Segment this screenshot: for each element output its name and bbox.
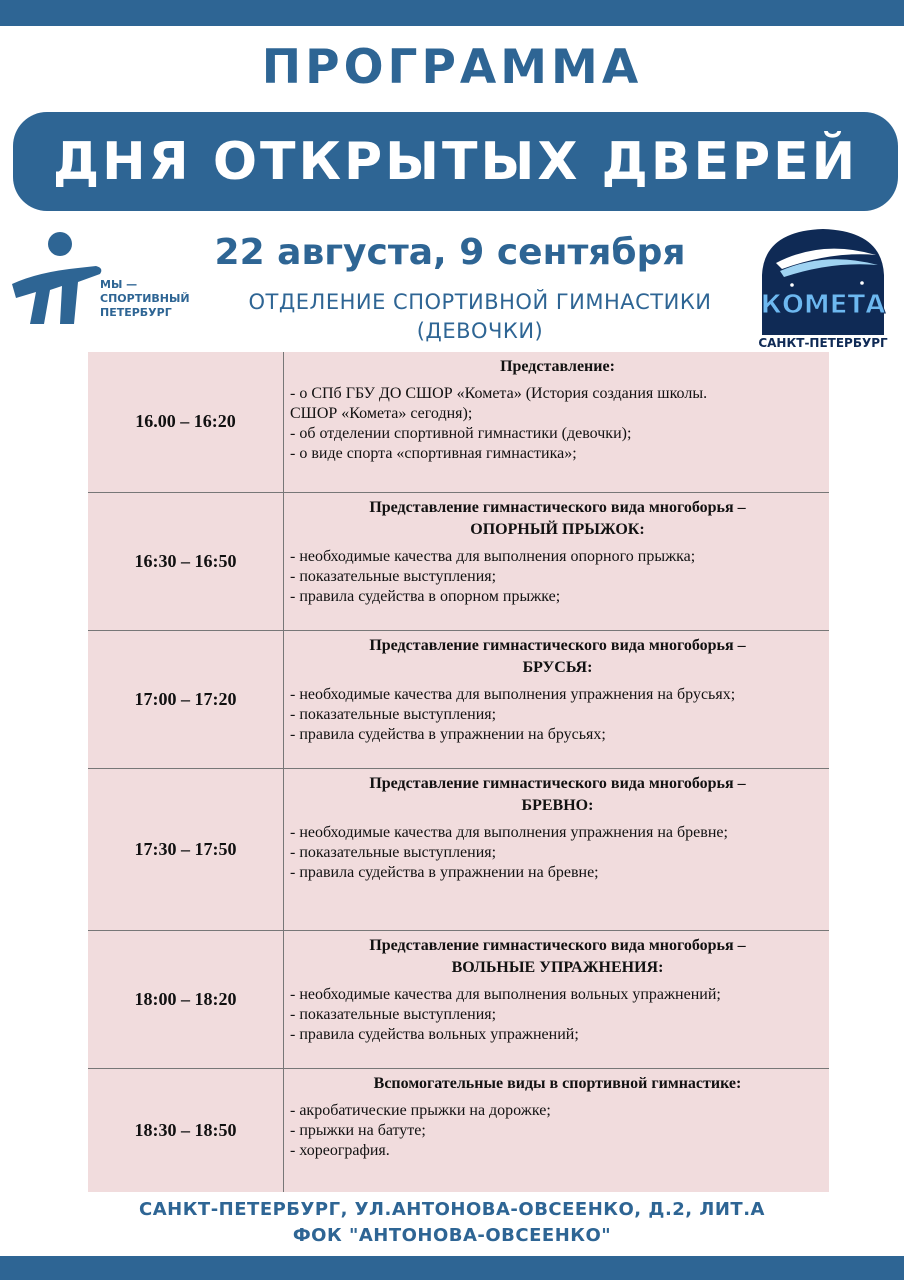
schedule-time: 18:00 – 18:20 bbox=[88, 930, 284, 1068]
schedule-items bbox=[290, 1101, 825, 1161]
schedule-row-title: Вспомогательные виды в спортивной гимнастике: bbox=[373, 1074, 742, 1092]
schedule-items bbox=[290, 823, 825, 883]
schedule-items bbox=[290, 547, 825, 607]
schedule-item: - о виде спорта «спортивная гимнастика»; bbox=[290, 445, 577, 462]
schedule-content bbox=[284, 768, 830, 930]
schedule-item: - необходимые качества для выполнения вольных упражнений; bbox=[290, 985, 721, 1003]
schedule-item: - акробатические прыжки на дорожке; bbox=[290, 1101, 551, 1119]
kometa-logo bbox=[752, 225, 894, 337]
department-line-1: ОТДЕЛЕНИЕ СПОРТИВНОЙ ГИМНАСТИКИ bbox=[248, 290, 712, 314]
schedule-item: - показательные выступления; bbox=[290, 705, 497, 723]
schedule-item: - об отделении спортивной гимнастики (девочки); bbox=[290, 425, 632, 442]
schedule-item: - правила судейства в упражнении на брусьях; bbox=[290, 725, 606, 743]
schedule-row-title: Представление гимнастического вида многоборья – bbox=[369, 636, 746, 654]
schedule-row-title: Представление гимнастического вида многоборья – bbox=[369, 936, 746, 954]
schedule-row-title: Представление гимнастического вида многоборья – bbox=[369, 498, 746, 516]
schedule-item: - прыжки на батуте; bbox=[290, 1121, 426, 1139]
schedule-row-title: Представление гимнастического вида многоборья – bbox=[369, 774, 746, 792]
left-logo-line-3: ПЕТЕРБУРГ bbox=[100, 306, 172, 319]
schedule-time: 16:30 – 16:50 bbox=[88, 492, 284, 630]
left-logo-text bbox=[100, 278, 210, 320]
schedule-item: - необходимые качества для выполнения упражнения на бревне; bbox=[290, 823, 728, 841]
schedule-time: 17:30 – 17:50 bbox=[88, 768, 284, 930]
schedule-row-subtitle: ВОЛЬНЫЕ УПРАЖНЕНИЯ: bbox=[451, 958, 664, 976]
schedule-time: 16.00 – 16:20 bbox=[88, 352, 284, 492]
schedule-items bbox=[290, 384, 825, 464]
schedule-row bbox=[88, 1068, 829, 1192]
schedule-item: - показательные выступления; bbox=[290, 567, 497, 585]
left-logo-line-1: МЫ — bbox=[100, 278, 138, 291]
schedule-row bbox=[88, 768, 829, 930]
schedule-content bbox=[284, 352, 830, 492]
schedule-item: - правила судейства в опорном прыжке; bbox=[290, 587, 561, 605]
schedule-row bbox=[88, 352, 829, 492]
schedule-content bbox=[284, 930, 830, 1068]
schedule-items bbox=[290, 985, 825, 1045]
schedule-item: - о СПб ГБУ ДО СШОР «Комета» (История создания школы. bbox=[290, 385, 708, 402]
left-logo-line-2: СПОРТИВНЫЙ bbox=[100, 292, 190, 305]
address-line-1: САНКТ-ПЕТЕРБУРГ, УЛ.АНТОНОВА-ОВСЕЕНКО, Д.2, ЛИТ.А bbox=[139, 1199, 765, 1220]
bottom-bar bbox=[0, 1256, 904, 1280]
schedule-item: СШОР «Комета» сегодня); bbox=[290, 405, 473, 422]
schedule-table bbox=[88, 352, 829, 1192]
schedule-item: - хореография. bbox=[290, 1141, 390, 1159]
schedule-row-subtitle: БРЕВНО: bbox=[521, 796, 594, 814]
event-dates: 22 августа, 9 сентября bbox=[214, 232, 686, 273]
schedule-item: - необходимые качества для выполнения упражнения на брусьях; bbox=[290, 685, 736, 703]
kometa-logo-text: КОМЕТА bbox=[760, 290, 886, 320]
schedule-time: 18:30 – 18:50 bbox=[88, 1068, 284, 1192]
department-title bbox=[200, 288, 760, 346]
schedule-item: - необходимые качества для выполнения опорного прыжка; bbox=[290, 547, 696, 565]
schedule-row-subtitle: БРУСЬЯ: bbox=[522, 658, 593, 676]
schedule-item: - показательные выступления; bbox=[290, 843, 497, 861]
schedule-row bbox=[88, 492, 829, 630]
schedule-item: - правила судейства вольных упражнений; bbox=[290, 1025, 579, 1043]
schedule-content bbox=[284, 492, 830, 630]
title-banner bbox=[13, 112, 898, 211]
schedule-time: 17:00 – 17:20 bbox=[88, 630, 284, 768]
top-bar bbox=[0, 0, 904, 26]
address-line-2: ФОК "АНТОНОВА-ОВСЕЕНКО" bbox=[292, 1225, 612, 1246]
schedule-items bbox=[290, 685, 825, 745]
schedule-row-subtitle: ОПОРНЫЙ ПРЫЖОК: bbox=[470, 520, 645, 538]
schedule-content bbox=[284, 1068, 830, 1192]
schedule-content bbox=[284, 630, 830, 768]
schedule-row bbox=[88, 930, 829, 1068]
page-title: ПРОГРАММА bbox=[261, 40, 643, 95]
schedule-row bbox=[88, 630, 829, 768]
banner-text: ДНЯ ОТКРЫТЫХ ДВЕРЕЙ bbox=[52, 131, 859, 192]
kometa-caption: САНКТ-ПЕТЕРБУРГ bbox=[758, 336, 888, 350]
department-line-2: (ДЕВОЧКИ) bbox=[416, 319, 544, 343]
schedule-item: - показательные выступления; bbox=[290, 1005, 497, 1023]
schedule-item: - правила судейства в упражнении на бревне; bbox=[290, 863, 599, 881]
address-block bbox=[0, 1197, 904, 1249]
schedule-row-title: Представление: bbox=[500, 358, 615, 375]
